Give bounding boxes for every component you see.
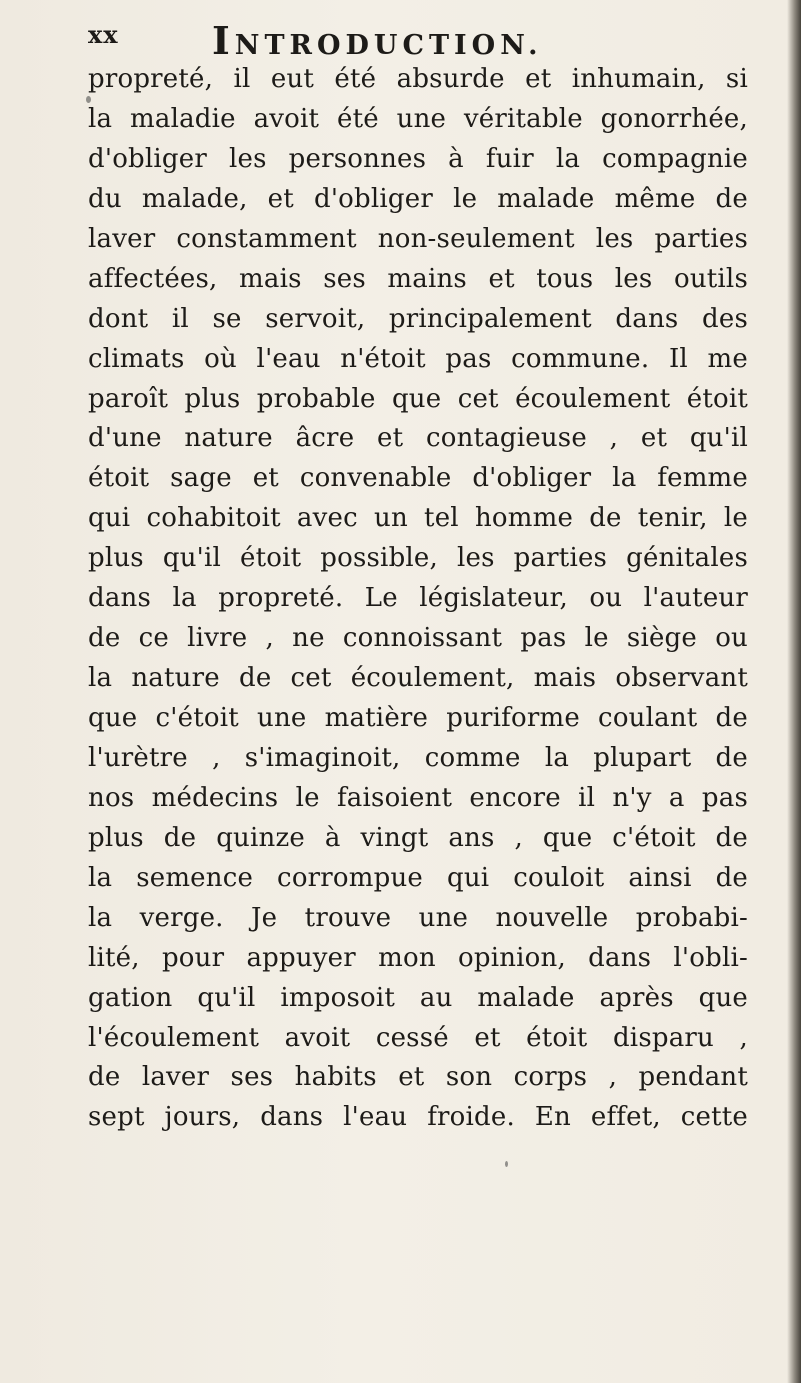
page-number: xx	[88, 20, 119, 49]
running-title	[212, 18, 543, 63]
text-line: qui cohabitoit avec un tel homme de tenir, le	[88, 503, 748, 534]
text-line: laver constamment non-seulement les parties	[88, 223, 748, 254]
text-line: la maladie avoit été une véritable gonorrhée,	[88, 103, 748, 134]
text-line: paroît plus probable que cet écoulement étoit	[88, 383, 748, 414]
text-line: la nature de cet écoulement, mais observant	[88, 663, 748, 694]
page-edge-shadow	[787, 0, 801, 1383]
text-line: d'une nature âcre et contagieuse , et qu'il	[88, 423, 748, 454]
text-line: la semence corrompue qui couloit ainsi de	[88, 862, 748, 893]
text-line: du malade, et d'obliger le malade même de	[88, 183, 748, 214]
text-line: que c'étoit une matière puriforme coulant de	[88, 703, 748, 733]
running-title-initial: I	[212, 18, 235, 63]
text-line: l'écoulement avoit cessé et étoit disparu ,	[88, 1022, 748, 1053]
text-line: lité, pour appuyer mon opinion, dans l'obli-	[88, 942, 748, 973]
text-line: de laver ses habits et son corps , pendant	[88, 1062, 748, 1093]
text-line: propreté, il eut été absurde et inhumain, si	[88, 64, 748, 94]
text-line: affectées, mais ses mains et tous les outils	[88, 263, 748, 294]
text-line: plus qu'il étoit possible, les parties génitales	[88, 543, 748, 574]
paper-speck	[86, 96, 91, 103]
page-header	[88, 18, 728, 63]
body-text	[88, 60, 748, 1138]
text-line: la verge. Je trouve une nouvelle probabi-	[88, 902, 748, 933]
text-line: plus de quinze à vingt ans , que c'étoit de	[88, 822, 748, 853]
text-line: sept jours, dans l'eau froide. En effet, cette	[88, 1102, 748, 1133]
text-line: dans la propreté. Le législateur, ou l'auteur	[88, 583, 748, 614]
text-line: gation qu'il imposoit au malade après que	[88, 982, 748, 1013]
text-line: étoit sage et convenable d'obliger la femme	[88, 463, 748, 494]
text-line: l'urètre , s'imaginoit, comme la plupart de	[88, 742, 748, 773]
text-line: climats où l'eau n'étoit pas commune. Il me	[88, 343, 748, 374]
text-line: d'obliger les personnes à fuir la compagnie	[88, 143, 748, 174]
text-line: de ce livre , ne connoissant pas le siège ou	[88, 623, 748, 654]
paper-speck	[505, 1161, 508, 1167]
text-line: nos médecins le faisoient encore il n'y a pas	[88, 782, 748, 813]
text-line: dont il se servoit, principalement dans des	[88, 303, 748, 334]
running-title-rest: NTRODUCTION.	[234, 30, 543, 61]
